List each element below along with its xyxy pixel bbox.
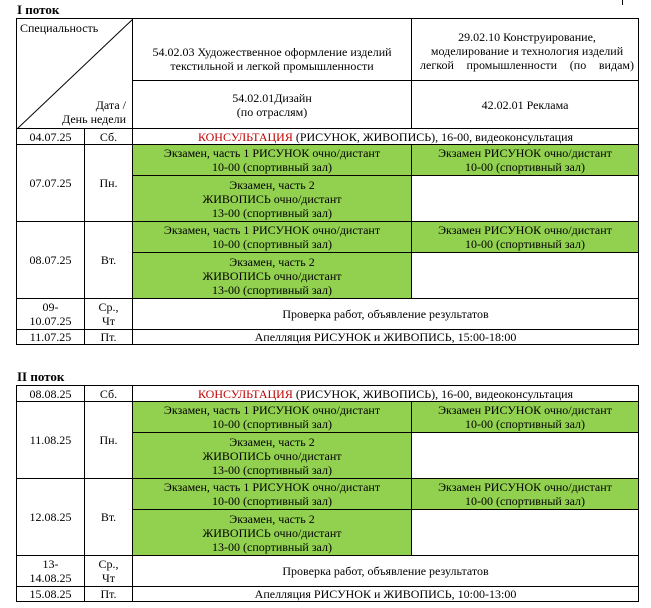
check-text: Проверка работ, объявление результатов — [133, 556, 639, 587]
spec-a-2-line2: (по отраслям) — [236, 104, 308, 119]
exam2-line1: Экзамен, часть 2 — [229, 254, 315, 269]
day2-exam2 — [133, 253, 412, 299]
exam2-line3: 13-00 (спортивный зал) — [212, 205, 332, 220]
exam2-line3: 13-00 (спортивный зал) — [212, 462, 332, 477]
exam2-line2: ЖИВОПИСЬ очно/дистант — [202, 525, 342, 540]
day2-date: 12.08.25 — [17, 479, 85, 556]
date-label: Дата / — [95, 98, 126, 112]
exam1-line1: Экзамен, часть 1 РИСУНОК очно/дистант — [163, 480, 381, 494]
day1-exam2 — [133, 176, 412, 222]
appeal-text: Апелляция РИСУНОК и ЖИВОПИСЬ, 10:00-13:00 — [133, 587, 639, 602]
consult-day: Сб. — [85, 129, 133, 145]
consult-date: 04.07.25 — [17, 129, 85, 145]
appeal-day: Пт. — [85, 587, 133, 602]
day1-exam1 — [133, 402, 412, 433]
check-day — [85, 299, 133, 330]
exam2-line2: ЖИВОПИСЬ очно/дистант — [202, 448, 342, 463]
day2-day: Вт. — [85, 222, 133, 299]
check-text: Проверка работ, объявление результатов — [133, 299, 639, 330]
appeal-date: 11.07.25 — [17, 330, 85, 345]
day2-day: Вт. — [85, 479, 133, 556]
day1-day: Пн. — [85, 145, 133, 222]
specialty-label: Специальность — [20, 21, 99, 35]
check-date-line1: 13- — [42, 557, 59, 571]
day1-date: 11.08.25 — [17, 402, 85, 479]
exam2-line2: ЖИВОПИСЬ очно/дистант — [202, 268, 342, 283]
header-corner-cell — [17, 19, 133, 129]
consult-date: 08.08.25 — [17, 386, 85, 402]
day2-exam1 — [133, 222, 412, 253]
spec-b-2: 42.02.01 Реклама — [412, 81, 639, 129]
exam2-line3: 13-00 (спортивный зал) — [212, 282, 332, 297]
appeal-text: Апелляция РИСУНОК и ЖИВОПИСЬ, 15:00-18:00 — [133, 330, 639, 345]
consult-text — [133, 386, 639, 402]
check-day-line1: Ср., — [98, 557, 119, 571]
check-day-line2: Чт — [101, 314, 116, 328]
examB-line2: 10-00 (спортивный зал) — [465, 494, 585, 508]
day1-examB — [412, 402, 639, 433]
exam1-line1: Экзамен, часть 1 РИСУНОК очно/дистант — [163, 146, 381, 160]
day2-examB — [412, 222, 639, 253]
day1-examB — [412, 145, 639, 176]
check-day-line1: Ср., — [98, 300, 119, 314]
exam1-line1: Экзамен, часть 1 РИСУНОК очно/дистант — [163, 223, 381, 237]
stream2-title: II поток — [17, 369, 65, 384]
exam1-line2: 10-00 (спортивный зал) — [212, 417, 332, 431]
day2-exam1 — [133, 479, 412, 510]
consult-rest: (РИСУНОК, ЖИВОПИСЬ), 16-00, видеоконсультация — [292, 386, 574, 401]
appeal-day: Пт. — [85, 330, 133, 345]
check-date — [17, 556, 85, 587]
exam2-line1: Экзамен, часть 2 — [229, 511, 315, 526]
day2-exam2 — [133, 510, 412, 556]
stream2-schedule-table — [16, 385, 639, 602]
exam2-line1: Экзамен, часть 2 — [229, 434, 315, 449]
check-date-line2: 14.08.25 — [29, 571, 72, 585]
check-day — [85, 556, 133, 587]
check-date-line1: 09- — [42, 300, 59, 314]
examB-line1: Экзамен РИСУНОК очно/дистант — [438, 146, 612, 160]
exam2-line1: Экзамен, часть 2 — [229, 177, 315, 192]
check-day-line2: Чт — [101, 571, 116, 585]
consult-text — [133, 129, 639, 145]
day2-examB — [412, 479, 639, 510]
day-label: День недели — [62, 112, 126, 126]
day1-day: Пн. — [85, 402, 133, 479]
day2-date: 08.07.25 — [17, 222, 85, 299]
examB-line2: 10-00 (спортивный зал) — [465, 417, 585, 431]
spec-a-2-line1: 54.02.01Дизайн — [232, 90, 312, 105]
day2-empty — [412, 510, 639, 556]
day1-date: 07.07.25 — [17, 145, 85, 222]
day1-empty — [412, 433, 639, 479]
day2-empty — [412, 253, 639, 299]
exam2-line3: 13-00 (спортивный зал) — [212, 539, 332, 554]
examB-line1: Экзамен РИСУНОК очно/дистант — [438, 480, 612, 494]
consult-day: Сб. — [85, 386, 133, 402]
exam1-line2: 10-00 (спортивный зал) — [212, 160, 332, 174]
exam1-line2: 10-00 (спортивный зал) — [212, 237, 332, 251]
exam1-line2: 10-00 (спортивный зал) — [212, 494, 332, 508]
consult-rest: (РИСУНОК, ЖИВОПИСЬ), 16-00, видеоконсультация — [292, 129, 574, 144]
appeal-date: 15.08.25 — [17, 587, 85, 602]
stream1-schedule-table — [16, 18, 639, 345]
day1-empty — [412, 176, 639, 222]
spec-a-1: 54.02.03 Художественное оформление изделий текстильной и легкой промышленности — [133, 19, 412, 81]
day1-exam1 — [133, 145, 412, 176]
day1-exam2 — [133, 433, 412, 479]
table-top-edge — [622, 0, 623, 5]
examB-line2: 10-00 (спортивный зал) — [465, 160, 585, 174]
exam2-line2: ЖИВОПИСЬ очно/дистант — [202, 191, 342, 206]
spec-a-2 — [133, 81, 412, 129]
consult-word: КОНСУЛЬТАЦИЯ — [197, 386, 293, 401]
check-date-line2: 10.07.25 — [29, 314, 72, 328]
examB-line1: Экзамен РИСУНОК очно/дистант — [438, 403, 612, 417]
exam1-line1: Экзамен, часть 1 РИСУНОК очно/дистант — [163, 403, 381, 417]
consult-word: КОНСУЛЬТАЦИЯ — [197, 129, 293, 144]
check-date — [17, 299, 85, 330]
examB-line1: Экзамен РИСУНОК очно/дистант — [438, 223, 612, 237]
spec-b-1: 29.02.10 Конструирование, моделирование и технология изделий легкой промышленности (по видам) — [412, 19, 639, 81]
stream1-title: I поток — [17, 2, 60, 17]
examB-line2: 10-00 (спортивный зал) — [465, 237, 585, 251]
